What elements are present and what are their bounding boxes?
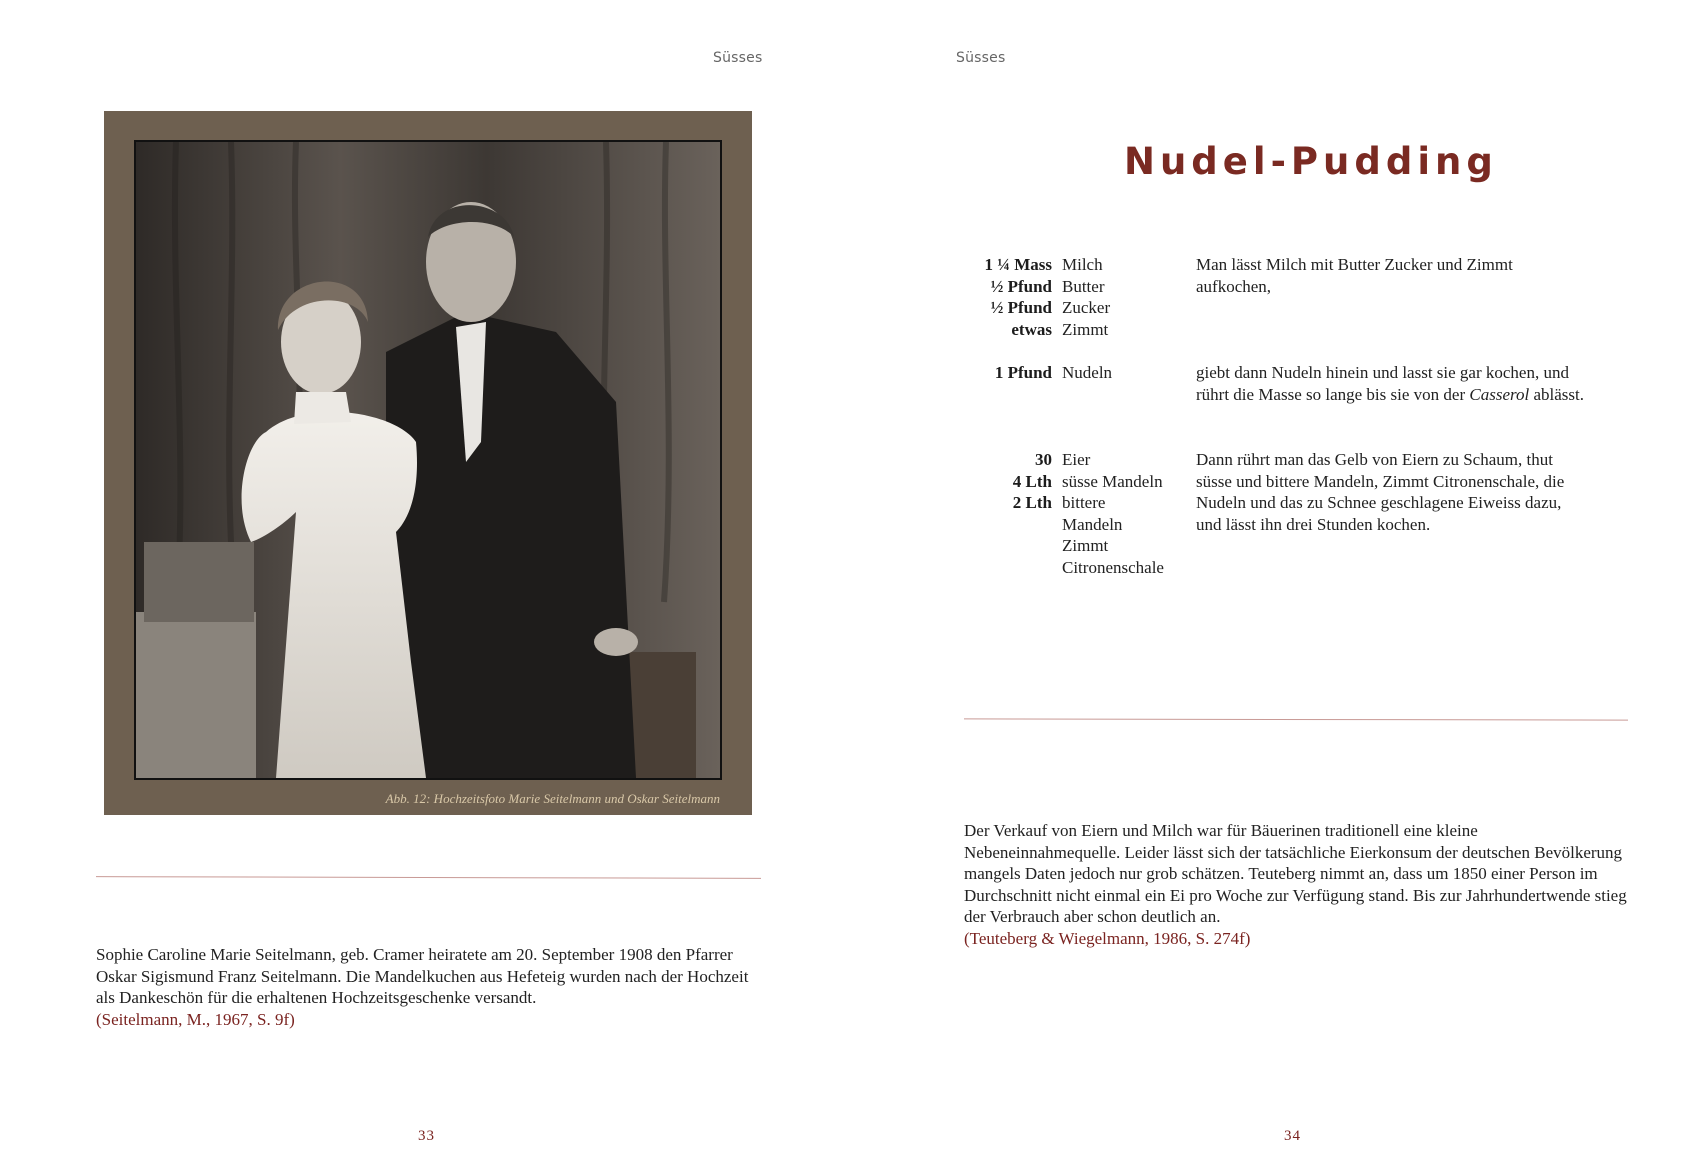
instruction: Man lässt Milch mit Butter Zucker und Zimmt aufkochen,	[1196, 255, 1513, 296]
quantities: 1 Pfund	[994, 363, 1052, 382]
recipe-step-3	[954, 449, 1634, 589]
body-text	[964, 820, 1634, 949]
recipe-step-2	[954, 362, 1634, 412]
photo-frame	[104, 111, 752, 815]
page-number: 33	[418, 1128, 435, 1144]
divider-rule	[96, 876, 761, 879]
citation: (Seitelmann, M., 1967, S. 9f)	[96, 1009, 295, 1029]
wedding-photo	[134, 140, 722, 780]
quantities: 1 ¼ Mass ½ Pfund ½ Pfund etwas	[984, 255, 1052, 339]
running-head: Süsses	[956, 50, 1006, 66]
body-text	[96, 944, 766, 1030]
instruction: giebt dann Nudeln hinein und lasst sie gar kochen, und rührt die Masse so lange bis sie von der Casserol ablässt.	[1196, 363, 1584, 404]
divider-rule	[964, 718, 1628, 720]
ingredients: Nudeln	[1062, 363, 1113, 382]
running-head: Süsses	[713, 50, 763, 66]
paragraph: Der Verkauf von Eiern und Milch war für Bäuerinen traditionell eine kleine Nebeneinnahmequelle. Leider lässt sich der tatsächliche Eierkonsum der deutschen Bevölkerung mangels Daten jedoch nur grob schätzen. Teuteberg nimmt an, dass um 1850 einer Person im Durchschnitt nicht einmal ein Ei pro Woche zur Verfügung stand. Bis zur Jahrhundertwende stieg der Verbrauch aber schon deutlich an.	[964, 821, 1627, 926]
photo-caption: Abb. 12: Hochzeitsfoto Marie Seitelmann und Oskar Seitelmann	[385, 791, 720, 806]
ingredients: Eier süsse Mandeln bittere Mandeln Zimmt Citronenschale	[1062, 450, 1164, 577]
right-page	[854, 0, 1708, 1172]
recipe-title: Nudel-Pudding	[1124, 140, 1498, 183]
recipe-step-1	[954, 254, 1634, 344]
citation: (Teuteberg & Wiegelmann, 1986, S. 274f)	[964, 928, 1251, 948]
quantities: 30 4 Lth 2 Lth	[1012, 450, 1052, 512]
ingredients: Milch Butter Zucker Zimmt	[1062, 255, 1111, 339]
instruction: Dann rührt man das Gelb von Eiern zu Schaum, thut süsse und bittere Mandeln, Zimmt Citronenschale, die Nudeln und das zu Schnee geschlagene Eiweiss dazu, und lässt ihn drei Stunden kochen.	[1196, 450, 1565, 534]
paragraph: Sophie Caroline Marie Seitelmann, geb. Cramer heiratete am 20. September 1908 den Pfarrer Oskar Sigismund Franz Seitelmann. Die Mandelkuchen aus Hefeteig wurden nach der Hochzeit als Dankeschön für die erhaltenen Hochzeitsgeschenke versandt.	[96, 945, 749, 1007]
page-number: 34	[1284, 1128, 1301, 1144]
